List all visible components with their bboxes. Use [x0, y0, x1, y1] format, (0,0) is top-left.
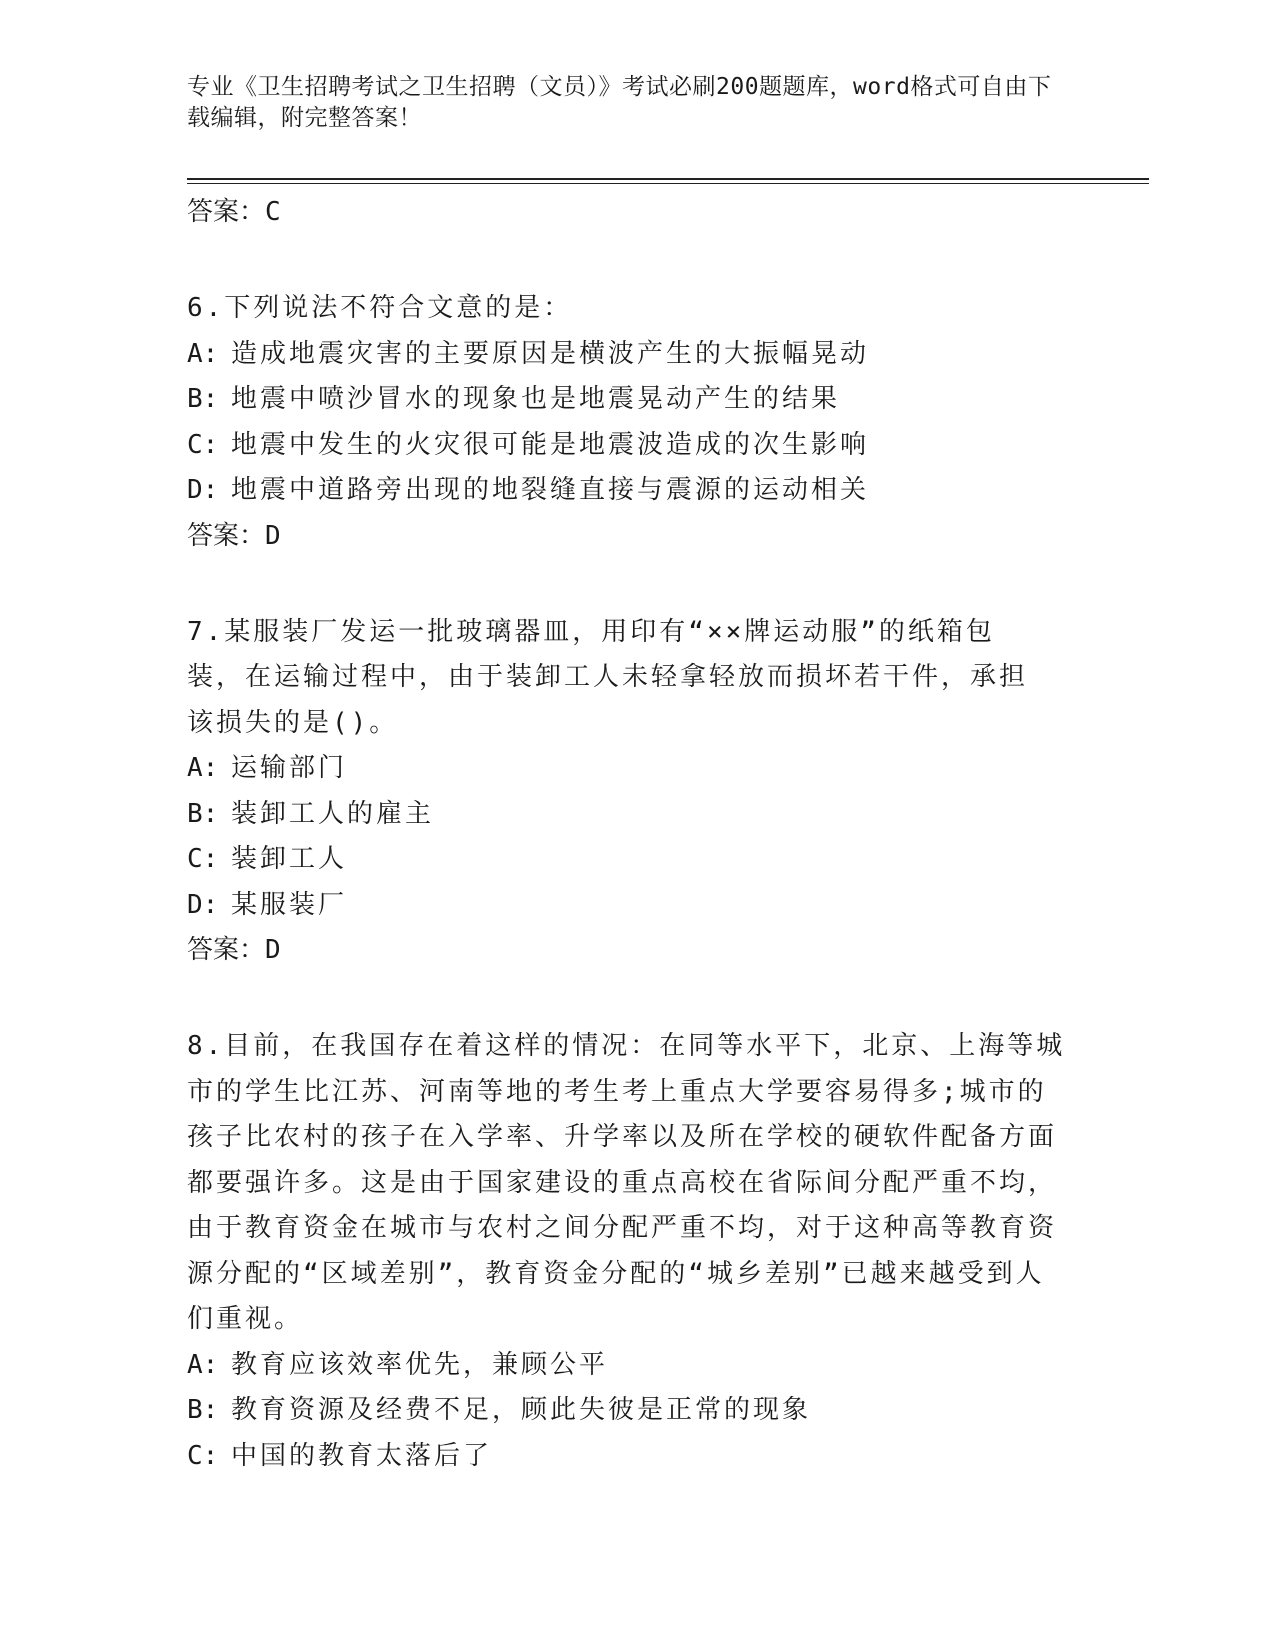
option-a — [187, 1343, 1087, 1389]
option-c — [187, 1434, 1087, 1480]
option-key: A: — [187, 753, 219, 783]
spacer — [187, 972, 1087, 1024]
question-6 — [187, 286, 1087, 558]
option-c — [187, 837, 1087, 883]
option-key: C: — [187, 429, 219, 460]
option-text: 某服装厂 — [231, 889, 348, 920]
question-list — [187, 190, 1087, 1479]
question-7 — [187, 610, 1087, 973]
question-stem: 7.某服装厂发运一批玻璃器皿，用印有“××牌运动服”的纸箱包装，在运输过程中，由于装卸工人未轻拿轻放而损坏若干件，承担该损失的是()。 — [187, 616, 1029, 738]
answer-value: D — [265, 935, 281, 965]
option-a — [187, 746, 1087, 792]
option-c — [187, 423, 1087, 469]
answer-value: C — [265, 197, 281, 227]
option-key: A: — [187, 1349, 219, 1380]
header-rule-thin — [187, 183, 1149, 184]
option-d — [187, 883, 1087, 929]
option-key: A: — [187, 338, 219, 369]
question-stem: 6.下列说法不符合文意的是： — [187, 293, 573, 323]
option-text: 装卸工人 — [231, 844, 348, 874]
option-text: 造成地震灾害的主要原因是横波产生的大振幅晃动 — [231, 338, 870, 369]
answer-value: D — [265, 520, 281, 551]
option-text: 运输部门 — [231, 753, 348, 783]
option-d — [187, 468, 1087, 514]
header-rule-thick — [187, 178, 1149, 180]
answer-label: 答案： — [187, 197, 266, 227]
answer-label: 答案： — [187, 520, 266, 551]
answer-7 — [187, 928, 1087, 972]
option-text: 中国的教育太落后了 — [231, 1440, 493, 1471]
option-key: B: — [187, 798, 219, 829]
option-key: B: — [187, 1395, 219, 1425]
option-key: C: — [187, 844, 219, 874]
option-b — [187, 792, 1087, 838]
option-text: 地震中喷沙冒水的现象也是地震晃动产生的结果 — [231, 384, 841, 414]
spacer — [187, 558, 1087, 610]
option-text: 地震中发生的火灾很可能是地震波造成的次生影响 — [231, 429, 870, 460]
answer-label: 答案： — [187, 935, 266, 965]
answer-prev — [187, 190, 1087, 234]
option-b — [187, 1388, 1087, 1434]
option-text: 教育资源及经费不足，顾此失彼是正常的现象 — [231, 1395, 812, 1425]
spacer — [187, 234, 1087, 286]
option-key: D: — [187, 475, 219, 505]
option-key: C: — [187, 1440, 219, 1471]
answer-6 — [187, 514, 1087, 558]
question-8 — [187, 1024, 1087, 1479]
option-b — [187, 377, 1087, 423]
option-text: 教育应该效率优先，兼顾公平 — [231, 1349, 609, 1380]
option-text: 装卸工人的雇主 — [231, 798, 435, 829]
question-stem: 8.目前，在我国存在着这样的情况：在同等水平下，北京、上海等城市的学生比江苏、河南等地的考生考上重点大学要容易得多;城市的孩子比农村的孩子在入学率、升学率以及所在学校的硬软件配备方面都要强许多。这是由于国家建设的重点高校在省际间分配严重不均，由于教育资金在城市与农村之间分配严重不均，对于这种高等教育资源分配的“区域差别”，教育资金分配的“城乡差别”已越来越受到人们重视。 — [187, 1031, 1066, 1334]
option-text: 地震中道路旁出现的地裂缝直接与震源的运动相关 — [231, 475, 870, 505]
option-key: D: — [187, 889, 219, 920]
option-a — [187, 332, 1087, 378]
page-header: 专业《卫生招聘考试之卫生招聘（文员）》考试必刷200题题库，word格式可自由下载编辑，附完整答案！ — [187, 74, 1052, 131]
option-key: B: — [187, 384, 219, 414]
